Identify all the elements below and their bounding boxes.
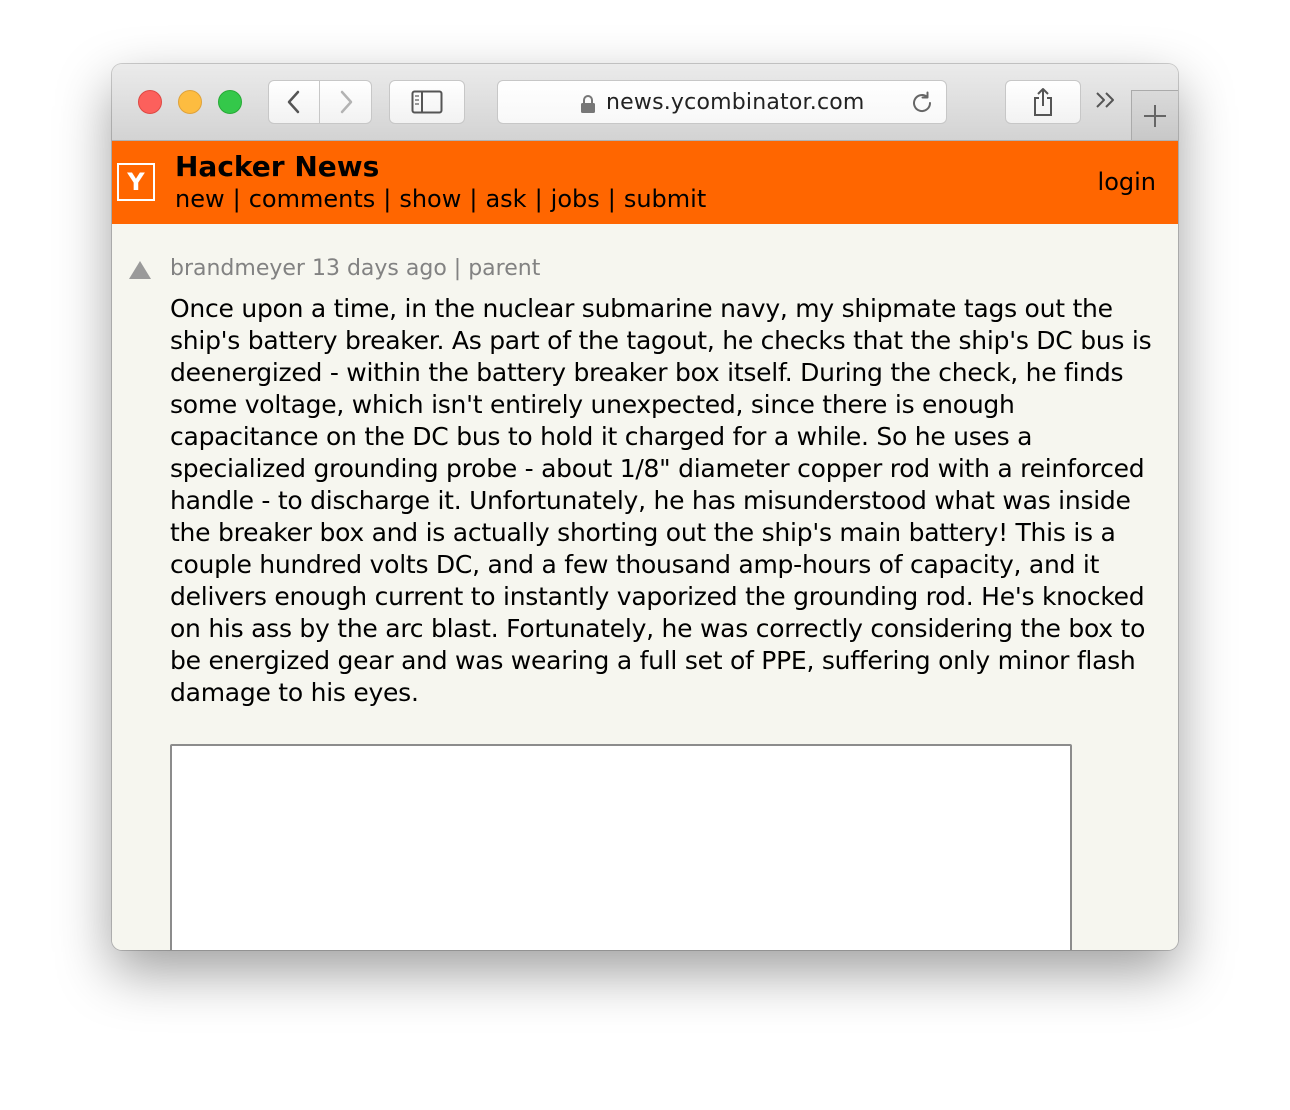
maximize-window-button[interactable] [218, 90, 242, 114]
upvote-arrow-icon[interactable] [129, 261, 151, 279]
nav-separator: | [232, 185, 241, 213]
login-link[interactable]: login [1097, 168, 1156, 196]
address-bar[interactable] [497, 80, 947, 124]
comment-age[interactable]: 13 days ago [311, 256, 447, 281]
nav-separator: | [534, 185, 543, 213]
chevron-left-icon [286, 89, 302, 115]
comment-page [112, 224, 1178, 950]
browser-window [112, 64, 1178, 950]
main-nav [175, 184, 706, 214]
double-chevron-icon[interactable] [1092, 86, 1120, 114]
lock-icon [580, 94, 596, 114]
back-button[interactable] [268, 80, 320, 124]
nav-ask[interactable]: ask [485, 185, 527, 213]
nav-new[interactable]: new [175, 185, 225, 213]
hn-logo[interactable]: Y [117, 163, 155, 201]
sidebar-toggle-button[interactable] [389, 80, 465, 124]
parent-link[interactable]: parent [468, 256, 541, 281]
share-icon [1031, 87, 1055, 117]
reload-icon[interactable] [910, 91, 934, 115]
nav-show[interactable]: show [399, 185, 462, 213]
address-text: news.ycombinator.com [606, 90, 865, 115]
nav-separator: | [607, 185, 616, 213]
site-title[interactable]: Hacker News [175, 150, 380, 183]
comment-header [170, 254, 540, 284]
comment-text: Once upon a time, in the nuclear submarine navy, my shipmate tags out the ship's battery breaker. As part of the tagout, he checks that the ship's DC bus is deenergized - within the battery breaker box itself. During the check, he finds some voltage, which isn't entirely unexpected, since there is enough capacitance on the DC bus to hold it charged for a while. So he uses a specialized grounding probe - about 1/8" diameter copper rod with a reinforced handle - to discharge it. Unfortunately, he has misunderstood what was inside the breaker box and is actually shorting out the ship's main battery! This is a couple hundred volts DC, and a few thousand amp-hours of capacity, and it delivers enough current to instantly vaporized the grounding rod. He's knocked on his ass by the arc blast. Fortunately, he was correctly considering the box to be energized gear and was wearing a full set of PPE, suffering only minor flash damage to his eyes. [170, 294, 1152, 707]
browser-toolbar [112, 64, 1178, 141]
share-button[interactable] [1005, 80, 1081, 124]
comment-author[interactable]: brandmeyer [170, 256, 305, 281]
comment-header-separator: | [453, 256, 462, 281]
close-window-button[interactable] [138, 90, 162, 114]
nav-separator: | [383, 185, 392, 213]
forward-button[interactable] [320, 80, 372, 124]
minimize-window-button[interactable] [178, 90, 202, 114]
nav-separator: | [469, 185, 478, 213]
plus-icon [1132, 91, 1178, 141]
sidebar-icon [411, 90, 443, 114]
new-tab-button[interactable] [1131, 90, 1178, 140]
reply-textarea[interactable] [170, 744, 1072, 950]
hn-header [112, 141, 1178, 224]
nav-jobs[interactable]: jobs [550, 185, 600, 213]
chevron-right-icon [338, 89, 354, 115]
nav-submit[interactable]: submit [623, 185, 707, 213]
nav-comments[interactable]: comments [248, 185, 376, 213]
